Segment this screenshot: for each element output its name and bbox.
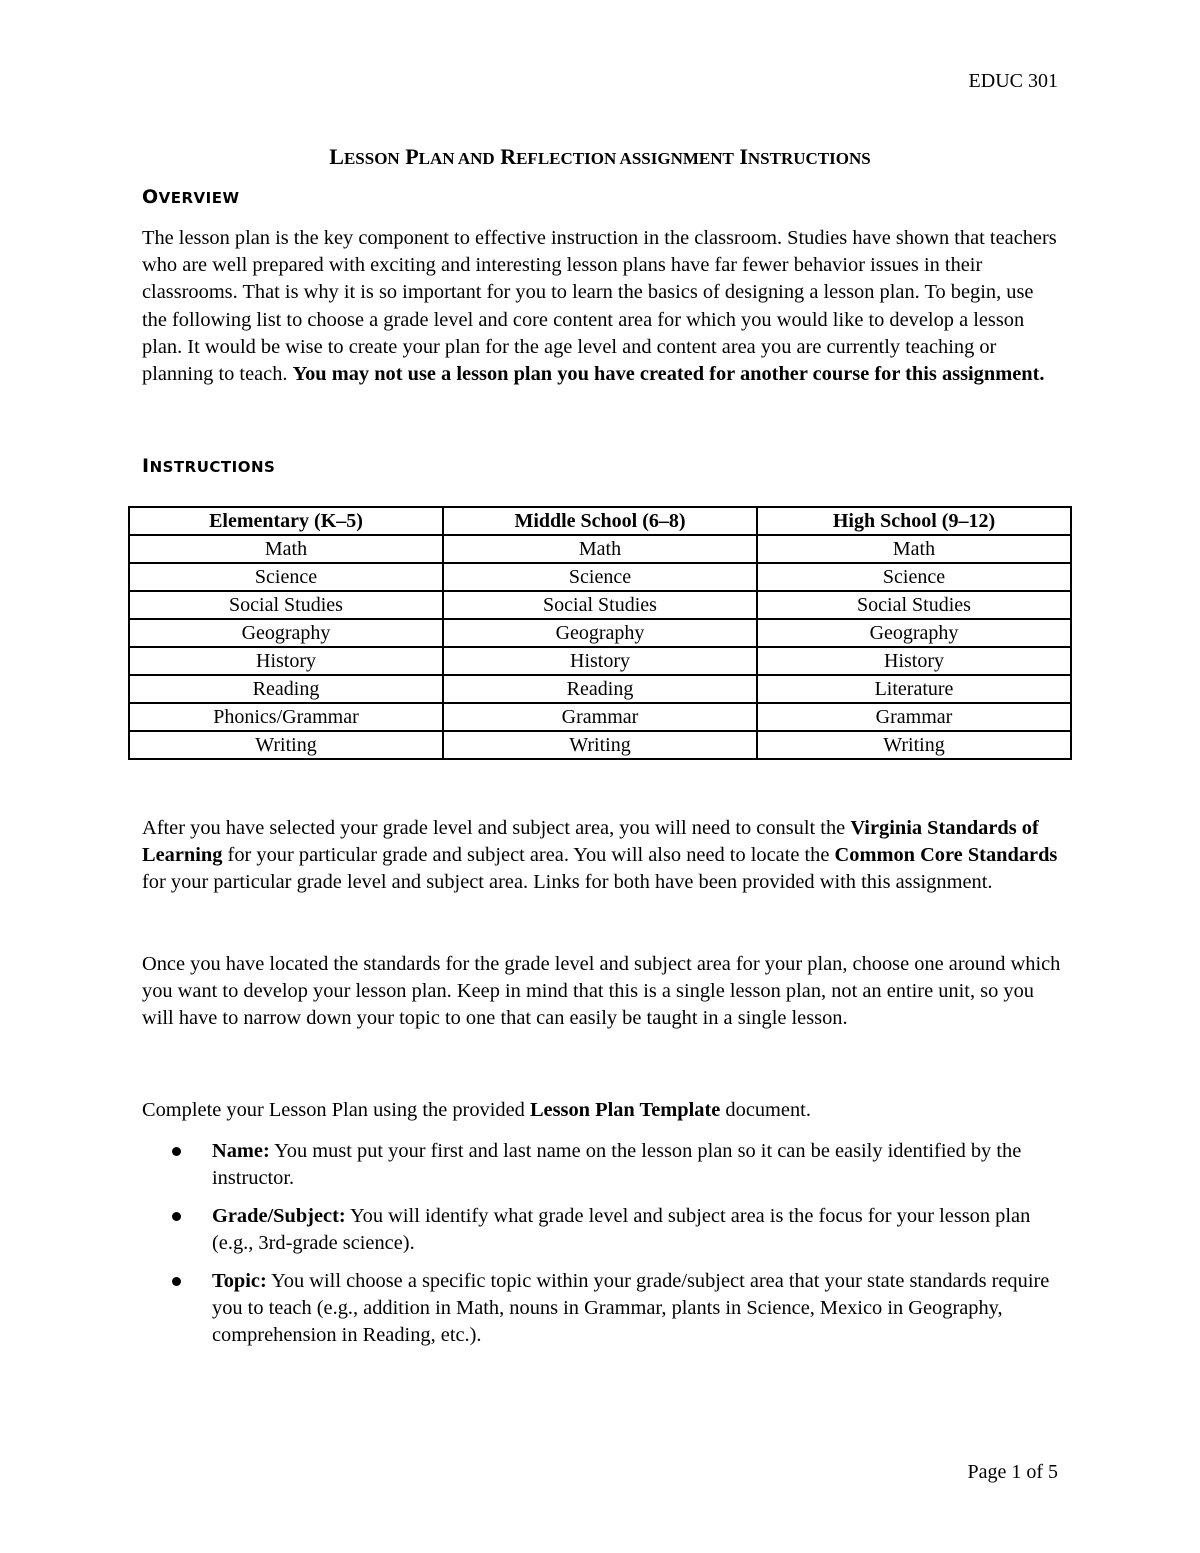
- list-item: [142, 1203, 1062, 1257]
- item-text: You must put your first and last name on the lesson plan so it can be easily identified by the instructor.: [212, 1140, 1022, 1189]
- paragraph-text: for your particular grade level and subject area. Links for both have been provided with this assignment.: [142, 871, 993, 894]
- table-cell: History: [129, 647, 443, 675]
- table-cell: Writing: [443, 731, 757, 759]
- bullet-icon: [172, 1147, 181, 1156]
- table-cell: Science: [129, 563, 443, 591]
- title-part: EFLECTION ASSIGNMENT: [516, 149, 734, 168]
- paragraph-text: After you have selected your grade level and subject area, you will need to consult the: [142, 817, 846, 839]
- paragraph-text: document.: [725, 1099, 811, 1121]
- heading-rest: NSTRUCTIONS: [149, 458, 276, 476]
- table-cell: Math: [757, 535, 1071, 563]
- item-label: Name:: [212, 1140, 270, 1162]
- list-item: [142, 1268, 1062, 1349]
- table-cell: Science: [757, 563, 1071, 591]
- title-part: ESSON: [343, 149, 400, 168]
- overview-paragraph: [142, 225, 1062, 388]
- item-text: You will identify what grade level and subject area is the focus for your lesson plan (e.g., 3rd-grade science).: [212, 1205, 1031, 1254]
- complete-paragraph: [142, 1097, 1062, 1124]
- table-cell: Geography: [129, 619, 443, 647]
- document-title: [0, 144, 1200, 170]
- paragraph-text: for your particular grade and subject area. You will also need to locate the: [227, 844, 830, 867]
- overview-text: The lesson plan is the key component to effective instruction in the classroom. Studies have shown that teachers who are well prepared with exciting and interesting lesson plans have far fewer behavior issues in their classrooms. That is why it is so important for you to learn the basics of designing a lesson plan. To begin, use the following list to choose a grade level and core content area for which you would like to develop a lesson plan. It would be wise to create your plan for the age level and content area you are currently teaching or planning to teach.: [142, 227, 1057, 386]
- table-cell: Reading: [443, 675, 757, 703]
- column-header: Middle School (6–8): [443, 507, 757, 535]
- table-row: [129, 703, 1071, 731]
- title-part: NSTRUCTIONS: [747, 149, 871, 168]
- table-cell: Grammar: [757, 703, 1071, 731]
- table-cell: Writing: [129, 731, 443, 759]
- table-cell: Literature: [757, 675, 1071, 703]
- bullet-icon: [172, 1212, 181, 1221]
- table-header-row: [129, 507, 1071, 535]
- table-cell: Social Studies: [757, 591, 1071, 619]
- table-cell: Math: [129, 535, 443, 563]
- overview-heading: [142, 186, 240, 208]
- table-cell: Social Studies: [129, 591, 443, 619]
- table-cell: Math: [443, 535, 757, 563]
- list-item: [142, 1138, 1062, 1192]
- instructions-heading: [142, 455, 275, 477]
- table-cell: Social Studies: [443, 591, 757, 619]
- table-row: [129, 675, 1071, 703]
- title-initial: P: [405, 144, 419, 169]
- common-core-text: Common Core Standards: [834, 844, 1058, 867]
- bullet-icon: [172, 1277, 181, 1286]
- item-label: Topic:: [212, 1270, 267, 1292]
- table-cell: History: [757, 647, 1071, 675]
- table-cell: History: [443, 647, 757, 675]
- template-name-text: Lesson Plan Template: [529, 1099, 721, 1121]
- column-header: Elementary (K–5): [129, 507, 443, 535]
- table-row: [129, 563, 1071, 591]
- column-header: High School (9–12): [757, 507, 1071, 535]
- virginia-standards-text: Virginia Standards of Learning: [142, 817, 1039, 867]
- title-initial: R: [500, 144, 517, 169]
- table-row: [129, 619, 1071, 647]
- table-row: [129, 647, 1071, 675]
- table-cell: Geography: [757, 619, 1071, 647]
- requirements-list: [142, 1138, 1062, 1360]
- title-initial: L: [329, 144, 344, 169]
- title-part: LAN AND: [418, 149, 495, 168]
- paragraph-text: Complete your Lesson Plan using the provided: [142, 1099, 525, 1121]
- located-standards-paragraph: Once you have located the standards for the grade level and subject area for your plan, choose one around which you want to develop your lesson plan. Keep in mind that this is a single lesson plan, not an entire unit, so you will have to narrow down your topic to one that can easily be taught in a single lesson.: [142, 953, 1061, 1030]
- heading-rest: VERVIEW: [158, 189, 240, 207]
- table-cell: Science: [443, 563, 757, 591]
- table-cell: Geography: [443, 619, 757, 647]
- course-code: EDUC 301: [968, 70, 1058, 92]
- table-row: [129, 731, 1071, 759]
- table-cell: Grammar: [443, 703, 757, 731]
- page-number: Page 1 of 5: [967, 1461, 1058, 1483]
- table-row: [129, 535, 1071, 563]
- heading-initial: O: [142, 186, 159, 208]
- table-cell: Writing: [757, 731, 1071, 759]
- table-row: [129, 591, 1071, 619]
- overview-bold-text: You may not use a lesson plan you have created for another course for this assignment.: [292, 363, 1045, 386]
- heading-initial: I: [142, 455, 150, 477]
- standards-paragraph: [142, 815, 1062, 897]
- grade-subject-table: [128, 506, 1072, 760]
- table-cell: Phonics/Grammar: [129, 703, 443, 731]
- title-initial: I: [739, 144, 748, 169]
- table-cell: Reading: [129, 675, 443, 703]
- item-label: Grade/Subject:: [212, 1205, 346, 1227]
- item-text: You will choose a specific topic within your grade/subject area that your state standards require you to teach (e.g., addition in Math, nouns in Grammar, plants in Science, Mexico in Geography, comprehension in Reading, etc.).: [212, 1270, 1050, 1346]
